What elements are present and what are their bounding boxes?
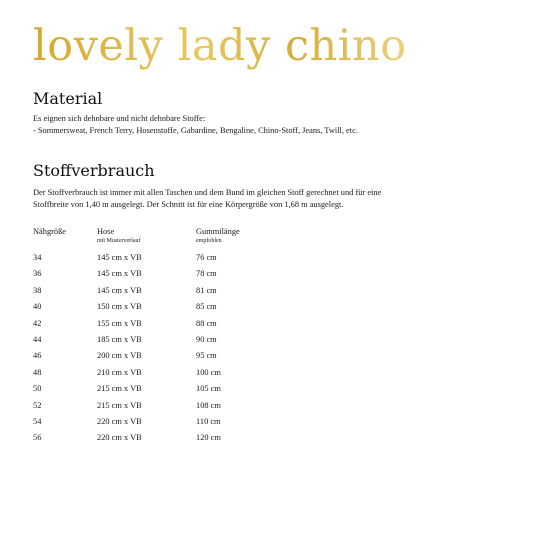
column-subheader-hose: mit Musterverlauf bbox=[97, 238, 141, 244]
material-heading: Material bbox=[33, 89, 103, 108]
size-cell: 36 bbox=[33, 269, 42, 279]
hose-cell: 220 cm x VB bbox=[97, 433, 142, 443]
gummi-cell: 78 cm bbox=[196, 269, 217, 279]
size-cell: 40 bbox=[33, 302, 42, 312]
size-cell: 44 bbox=[33, 334, 42, 344]
stoffverbrauch-heading: Stoffverbrauch bbox=[33, 161, 155, 180]
material-fabric-list: - Sommersweat, French Terry, Hosenstoffe, Gabardine, Bengaline, Chino-Stoff, Jeans, Twill, etc. bbox=[33, 126, 358, 135]
hose-cell: 145 cm x VB bbox=[97, 253, 142, 262]
gummi-cell: 76 cm bbox=[196, 253, 217, 262]
table-header bbox=[33, 227, 293, 253]
hose-cell: 215 cm x VB bbox=[97, 400, 142, 410]
gummi-cell: 120 cm bbox=[196, 433, 221, 443]
size-cell: 42 bbox=[33, 318, 42, 328]
hose-cell: 150 cm x VB bbox=[97, 302, 142, 312]
size-cell: 46 bbox=[33, 351, 42, 361]
hose-cell: 185 cm x VB bbox=[97, 334, 142, 344]
hose-cell: 145 cm x VB bbox=[97, 285, 142, 295]
table-row bbox=[33, 302, 293, 318]
table-row bbox=[33, 335, 293, 351]
table-row bbox=[33, 368, 293, 384]
gummi-cell: 81 cm bbox=[196, 285, 217, 295]
size-cell: 50 bbox=[33, 384, 42, 394]
table-row bbox=[33, 286, 293, 302]
size-cell: 34 bbox=[33, 253, 42, 262]
table-row bbox=[33, 269, 293, 285]
column-header-hose: Hose bbox=[97, 227, 115, 236]
table-row bbox=[33, 253, 293, 269]
gummi-cell: 100 cm bbox=[196, 367, 221, 377]
size-cell: 52 bbox=[33, 400, 42, 410]
page-title: lovely lady chino bbox=[33, 21, 407, 71]
gummi-cell: 110 cm bbox=[196, 416, 221, 426]
size-cell: 56 bbox=[33, 433, 42, 443]
gummi-cell: 108 cm bbox=[196, 400, 221, 410]
size-cell: 54 bbox=[33, 416, 42, 426]
size-cell: 48 bbox=[33, 367, 42, 377]
stoffverbrauch-text-line-1: Der Stoffverbrauch ist immer mit allen Taschen und dem Bund im gleichen Stoff gerechnet und für eine bbox=[33, 188, 382, 197]
table-row bbox=[33, 433, 293, 449]
size-cell: 38 bbox=[33, 285, 42, 295]
hose-cell: 155 cm x VB bbox=[97, 318, 142, 328]
gummi-cell: 85 cm bbox=[196, 302, 217, 312]
hose-cell: 145 cm x VB bbox=[97, 269, 142, 279]
fabric-consumption-table bbox=[33, 227, 293, 450]
gummi-cell: 90 cm bbox=[196, 334, 217, 344]
table-body bbox=[33, 253, 293, 450]
table-row bbox=[33, 319, 293, 335]
gummi-cell: 88 cm bbox=[196, 318, 217, 328]
table-row bbox=[33, 384, 293, 400]
hose-cell: 200 cm x VB bbox=[97, 351, 142, 361]
table-row bbox=[33, 417, 293, 433]
hose-cell: 220 cm x VB bbox=[97, 416, 142, 426]
column-header-gummi: Gummilänge bbox=[196, 227, 240, 236]
table-row bbox=[33, 351, 293, 367]
hose-cell: 215 cm x VB bbox=[97, 384, 142, 394]
gummi-cell: 95 cm bbox=[196, 351, 217, 361]
stoffverbrauch-text-line-2: Stoffbreite von 1,40 m ausgelegt. Der Schnitt ist für eine Körpergröße von 1,68 m ausgelegt. bbox=[33, 200, 344, 209]
table-row bbox=[33, 401, 293, 417]
hose-cell: 210 cm x VB bbox=[97, 367, 142, 377]
column-header-size: Nähgröße bbox=[33, 227, 67, 236]
material-intro-text: Es eignen sich dehnbare und nicht dehnbare Stoffe: bbox=[33, 114, 206, 123]
gummi-cell: 105 cm bbox=[196, 384, 221, 394]
column-subheader-gummi: empfohlen bbox=[196, 238, 222, 244]
